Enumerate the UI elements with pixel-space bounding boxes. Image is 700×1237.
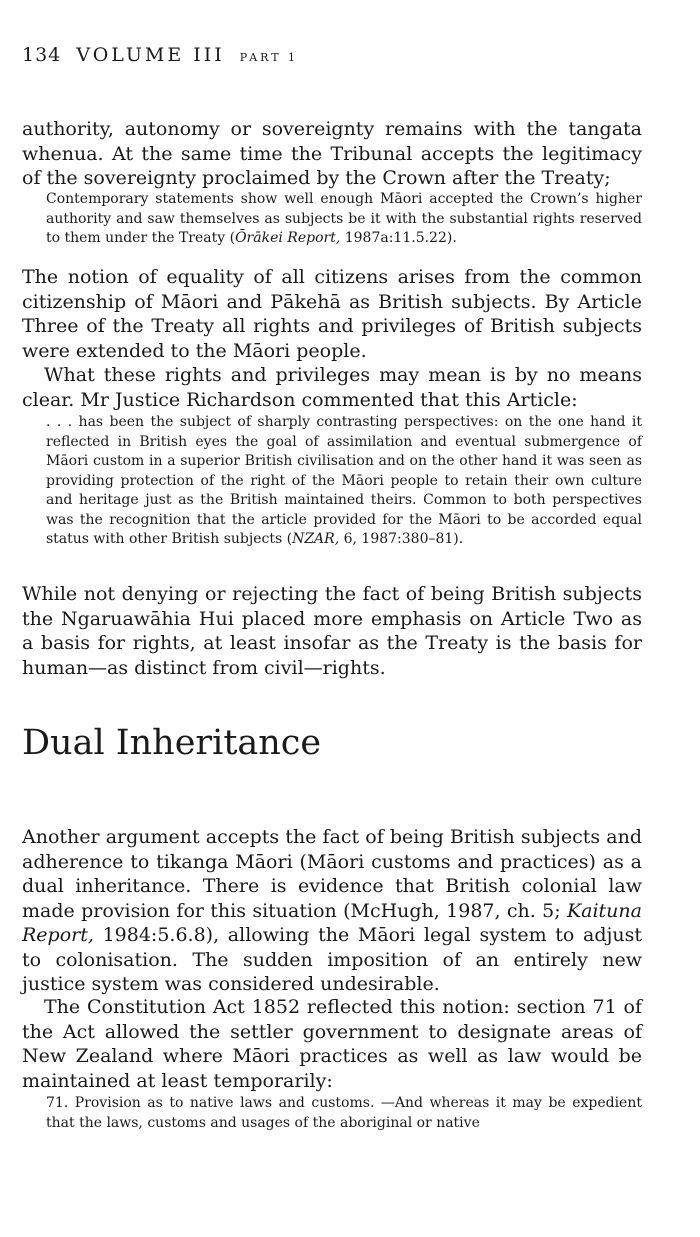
quote-text: . . . has been the subject of sharply contrasting perspectives: on the one hand it reflected in British eyes the goal of assimilation and eventual submergence of Māori custom in a superior British civilisation and on the other hand it was seen as providing protection of the right of the Māori people to retain their own culture and heritage just as the British maintained theirs. Common to both perspectives was the recognition that the article provided for the Māori to be accorded equal status with other British subjects ( xyxy=(46,414,642,547)
paragraph-ngaruawahia: While not denying or rejecting the fact of being British subjects the Ngaruawāhia Hui placed more emphasis on Article Two as a basis for rights, at least insofar as the Treaty is the basis for human—as distinct from civil—rights. xyxy=(22,583,642,679)
block-quote-orakei xyxy=(46,190,642,249)
part-label: PART 1 xyxy=(239,51,299,64)
quote-citation: 6, 1987:380–81). xyxy=(339,531,464,547)
block-quote-richardson xyxy=(46,413,642,550)
paragraph-constitution-act: The Constitution Act 1852 reflected this notion: section 71 of the Act allowed the settler government to designate areas of New Zealand where Māori practices as well as law would be maintained at least temporarily: xyxy=(22,996,642,1092)
page-number: 134 xyxy=(22,44,62,66)
paragraph-equality: The notion of equality of all citizens arises from the common citizenship of Māori and Pākehā as British subjects. By Article Three of the Treaty all rights and privileges of British subjects were extended to the Māori people. xyxy=(22,266,642,362)
paragraph-text-continued: 1984:5.6.8), allowing the Māori legal system to adjust to colonisation. The sudden imposition of an entirely new justice system was considered undesirable. xyxy=(22,924,642,995)
paragraph-text: Another argument accepts the fact of being British subjects and adherence to tikanga Māori (Māori customs and practices) as a dual inheritance. There is evidence that British colonial law made provision for this situation (McHugh, 1987, ch. 5; xyxy=(22,826,642,922)
section-heading: Dual Inheritance xyxy=(22,723,322,763)
block-quote-section-71: 71. Provision as to native laws and customs. —And whereas it may be expedient that the laws, customs and usages of the aboriginal or native xyxy=(46,1095,642,1131)
quote-text: Contemporary statements show well enough Māori accepted the Crown’s higher authority and saw themselves as subjects be it with the substantial rights reserved to them under the Treaty ( xyxy=(46,191,642,246)
volume-label: VOLUME III xyxy=(76,44,225,66)
citation-title: Kaituna Report, xyxy=(22,899,642,946)
paragraph-rights: What these rights and privileges may mean is by no means clear. Mr Justice Richardson commented that this Article: xyxy=(22,364,642,411)
paragraph-dual-inheritance xyxy=(22,825,642,997)
citation-title: NZAR, xyxy=(292,531,340,547)
citation-title: Ōrākei Report, xyxy=(235,230,341,246)
quote-citation: 1987a:11.5.22). xyxy=(340,230,457,246)
running-head xyxy=(22,44,298,66)
paragraph-authority: authority, autonomy or sovereignty remains with the tangata whenua. At the same time the Tribunal accepts the legitimacy of the sovereignty proclaimed by the Crown after the Treaty; xyxy=(22,118,642,189)
